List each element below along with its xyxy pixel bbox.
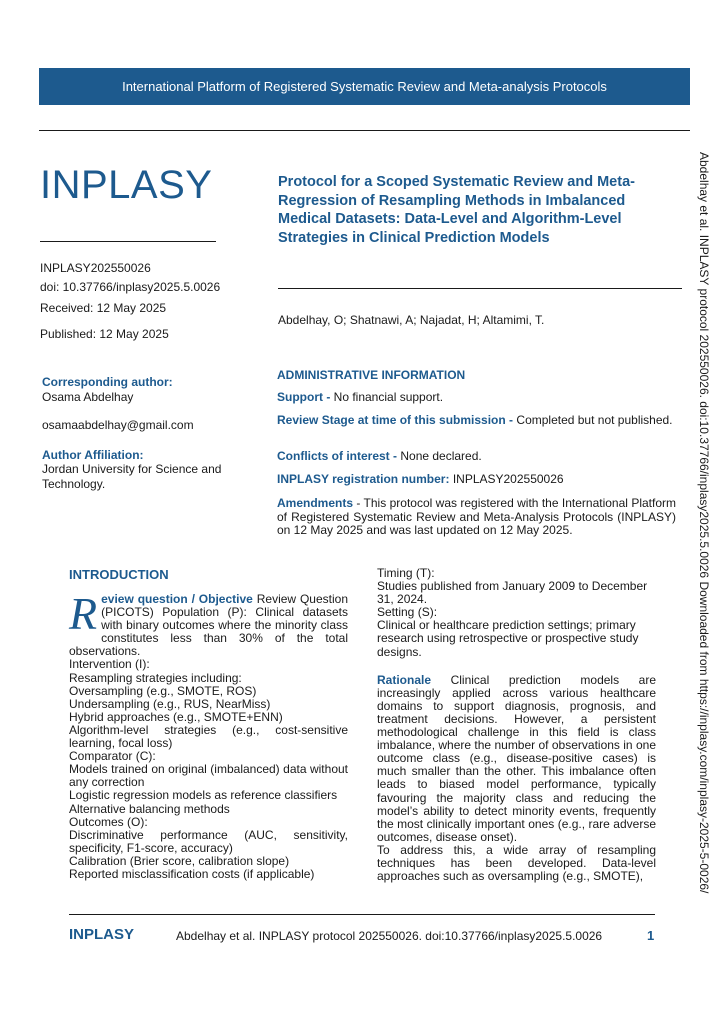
intro-line: Oversampling (e.g., SMOTE, ROS) <box>69 683 257 698</box>
rationale-text: Clinical prediction models are increasingly applied across various healthcare domains to support diagnosis, prognosis, and treatment decisions. However, a persistent methodological challenge in this field is class imbalance, where the number of observations in one outcome class (e.g., disease-positive cases) is much smaller than the other. This imbalance often leads to biased model performance, typically favouring the majority class and reducing the model’s ability to detect minority events, frequently the most clinically important ones (e.g., rare adverse outcomes, disease onset). <box>377 672 656 844</box>
drop-cap: R <box>69 588 98 639</box>
support-label: Support - <box>277 390 331 404</box>
review-stage-label: Review Stage at time of this submission - <box>277 413 514 427</box>
intro-line: Resampling strategies including: <box>69 670 242 685</box>
conflicts-text: None declared. <box>397 449 482 463</box>
admin-registration-number <box>277 473 676 487</box>
setting-text: Clinical or healthcare prediction settings; primary research using retrospective or prospective study designs. <box>377 618 639 659</box>
intro-line: Outcomes (O): <box>69 814 148 829</box>
intro-line: Logistic regression models as reference classifiers <box>69 788 338 803</box>
introduction-heading: INTRODUCTION <box>69 567 169 582</box>
timing-label: Timing (T): <box>377 566 435 580</box>
header-banner: International Platform of Registered Systematic Review and Meta-analysis Protocols <box>39 68 690 105</box>
title-rule <box>278 288 682 289</box>
review-question-text: Review Question (PICOTS) Population (P): Clinical datasets with binary outcomes where the minority class constitutes less than 30% of the total observations. <box>69 592 349 659</box>
admin-support <box>277 391 676 405</box>
paper-title: Protocol for a Scoped Systematic Review and Meta-Regression of Resampling Methods in Imbalanced Medical Datasets: Data-Level and Algorithm-Level Strategies in Clinical Prediction Models <box>278 174 635 246</box>
doi[interactable]: doi: 10.37766/inplasy2025.5.0026 <box>40 280 221 294</box>
corresponding-author-label: Corresponding author: <box>42 375 173 389</box>
registration-number-label: INPLASY registration number: <box>277 472 450 486</box>
admin-review-stage <box>277 414 676 428</box>
footer-rule <box>69 914 655 915</box>
authors: Abdelhay, O; Shatnawi, A; Najadat, H; Altamimi, T. <box>278 313 545 327</box>
address-paragraph: To address this, a wide array of resampling techniques has been developed. Data-level approaches such as oversampling (e.g., SMOTE), <box>377 842 656 884</box>
corresponding-author-email[interactable]: osamaabdelhay@gmail.com <box>42 418 194 432</box>
amendments-label: Amendments <box>277 496 354 510</box>
intro-comparator: Comparator (C): <box>69 749 156 764</box>
amendments-text: - This protocol was registered with the International Platform of Registered Systematic Review and Meta-Analysis Protocols (INPLASY) on 12 May 2025 and was last updated on 12 May 2025. <box>277 496 676 537</box>
intro-line: Reported misclassification costs (if applicable) <box>69 866 315 881</box>
review-question-keyword: eview question / Objective <box>101 592 253 606</box>
review-question-paragraph <box>69 588 349 659</box>
affiliation-line-2: Technology. <box>42 477 106 491</box>
intro-discriminative: Discriminative performance (AUC, sensitivity, specificity, F1-score, accuracy) <box>69 827 348 855</box>
timing-text: Studies published from January 2009 to December 31, 2024. <box>377 579 648 607</box>
support-text: No financial support. <box>330 390 444 404</box>
corresponding-author-name: Osama Abdelhay <box>42 390 134 404</box>
page-number: 1 <box>647 928 655 943</box>
intro-left-column <box>69 588 349 881</box>
vertical-citation[interactable]: Abdelhay et al. INPLASY protocol 202550026. doi:10.37766/inplasy2025.5.0026 Downloaded from https://inplasy.com/inplasy-2025-5-0026/ <box>697 152 711 894</box>
intro-line: Alternative balancing methods <box>69 801 230 816</box>
logo-underline <box>40 241 216 242</box>
admin-amendments <box>277 497 676 538</box>
review-stage-text: Completed but not published. <box>513 413 673 427</box>
published-date: Published: 12 May 2025 <box>40 327 169 341</box>
header-rule <box>39 130 690 131</box>
registration-number-text: INPLASY202550026 <box>449 472 564 486</box>
intro-right-column <box>377 567 656 883</box>
registration-id: INPLASY202550026 <box>40 261 151 275</box>
intro-line: Intervention (I): <box>69 657 150 672</box>
footer-logo: INPLASY <box>69 926 135 943</box>
intro-models: Models trained on original (imbalanced) data without any correction <box>69 762 348 790</box>
affiliation-label: Author Affiliation: <box>42 448 144 462</box>
footer-citation: Abdelhay et al. INPLASY protocol 202550026. doi:10.37766/inplasy2025.5.0026 <box>176 929 603 943</box>
rationale-keyword: Rationale <box>377 672 432 687</box>
admin-conflicts <box>277 450 676 464</box>
intro-algorithm-level: Algorithm-level strategies (e.g., cost-sensitive learning, focal loss) <box>69 722 348 751</box>
affiliation-line-1: Jordan University for Science and <box>42 462 222 476</box>
received-date: Received: 12 May 2025 <box>40 301 167 315</box>
conflicts-label: Conflicts of interest - <box>277 449 398 463</box>
inplasy-logo: INPLASY <box>40 163 213 207</box>
intro-line: Undersampling (e.g., RUS, NearMiss) <box>69 696 271 711</box>
intro-line: Hybrid approaches (e.g., SMOTE+ENN) <box>69 709 283 724</box>
intro-line: Calibration (Brier score, calibration slope) <box>69 853 290 868</box>
rationale-paragraph <box>377 674 656 844</box>
admin-heading: ADMINISTRATIVE INFORMATION <box>277 368 466 382</box>
setting-label: Setting (S): <box>377 605 438 620</box>
